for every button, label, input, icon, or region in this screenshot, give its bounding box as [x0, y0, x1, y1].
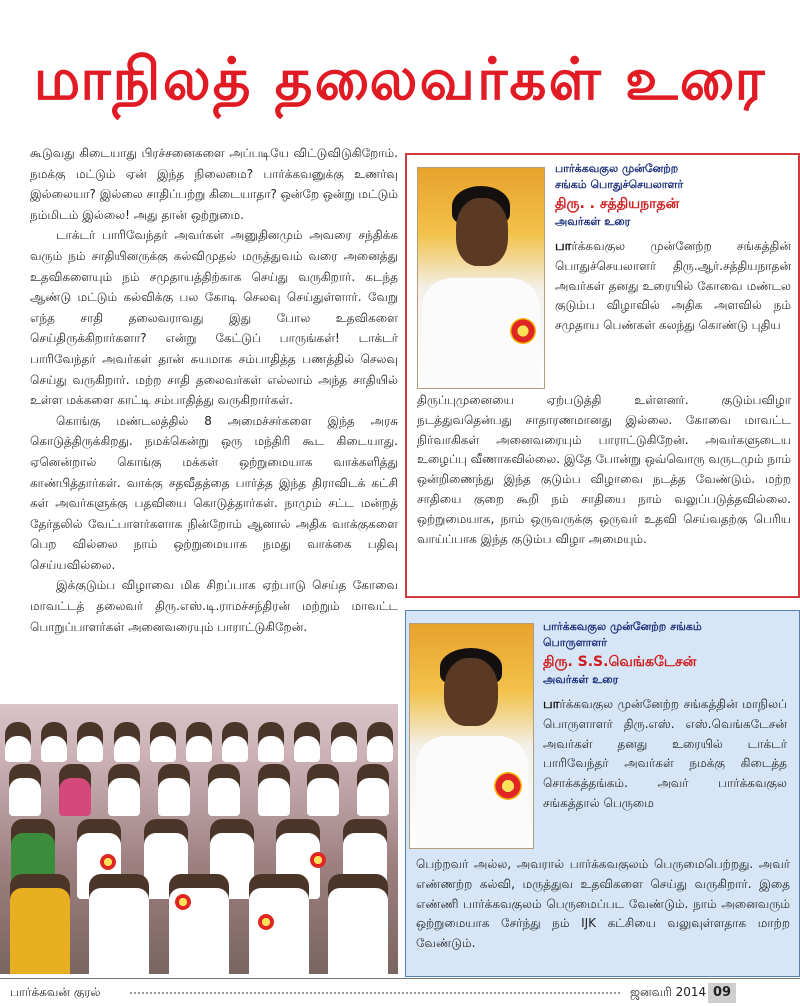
secretary-name: திரு. . சத்தியநாதன்	[555, 196, 680, 212]
rosette-badge	[258, 914, 274, 930]
treasurer-name: திரு. S.S.வெங்கடேசன்	[543, 654, 697, 670]
crowd-row-back	[0, 722, 398, 762]
treasurer-role-line1: பார்க்கவகுல முன்னேற்ற சங்கம்	[543, 620, 702, 633]
speaker-box-secretary	[405, 153, 800, 598]
treasurer-text-full: பெற்றவர் அல்ல, அவரால் பார்க்கவகுலம் பெருமைபெற்றது. அவர் எண்ணற்ற கல்வி, மருத்துவ உதவிகளை செய்து வருகிறார். இதை எண்ணி பார்க்கவகுலம் பெருமைப்பட வேண்டும். நாம் அனைவரும் ஒற்றுமையாக சேர்ந்து நம் IJK கட்சியை வலுவுள்ளதாக மாற்ற வேண்டும்.	[416, 857, 790, 951]
treasurer-speech-label: அவர்கள் உரை	[543, 673, 619, 686]
footer-magazine-name: பார்க்கவன் குரல்	[10, 985, 101, 999]
secretary-photo	[417, 167, 545, 389]
rosette-badge	[100, 854, 116, 870]
crowd-row-middle	[0, 764, 398, 816]
treasurer-dropcap: பா	[543, 697, 560, 712]
footer-page-number: 09	[708, 983, 736, 1003]
footer-issue-date: ஜனவரி 2014	[630, 985, 707, 999]
secretary-text-beside-body: ர்க்கவகுல முன்னேற்ற சங்கத்தின் பொதுச்செயலாளர் திரு.ஆர்.சத்தியநாதன் அவர்கள் தனது உரையில் கோவை மண்டல குடும்ப விழாவில் அதிக அளவில் நம் சமுதாய பெண்கள் கலந்து கொண்டு புதிய	[555, 239, 791, 333]
article-paragraph-2: டாக்டர் பாரிவேந்தர் அவர்கள் அனுதினமும் அவரை சந்திக்க வரும் நம் சாதியினருக்கு கல்விமுதல் மருத்துவம் வரை அனைத்து உதவிகளையும் நம் சமுதாயத்திற்காக செய்து வருகிறார். கடந்த ஆண்டு மட்டும் கல்விக்கு பல கோடி செலவு செய்துள்ளார். வேறு எந்த சாதி தலைவராவது இது போல உதவிகளை செய்திருக்கிறார்களா? என்று கேட்டுப் பாருங்கள்! டாக்டர் பாரிவேந்தர் அவர்கள் தான் சுயமாக சம்பாதித்த பணத்தில் செலவு செய்து வருகிறார். மற்ற சாதி தலைவர்கள் எல்லாம் அந்த சாதியில் உள்ள மக்களை காட்டி சம்பாதித்து வருகிறார்கள்.	[30, 228, 398, 408]
crowd-row-foreground	[0, 874, 398, 974]
speaker-box-treasurer	[405, 610, 800, 977]
rosette-badge	[310, 852, 326, 868]
secretary-role-line2: சங்கம் பொதுச்செயலாளர்	[555, 178, 684, 191]
article-paragraph-3: கொங்கு மண்டலத்தில் 8 அமைச்சர்களை இந்த அரசு கொடுத்திருக்கிறது. நமக்கென்று ஒரு மந்திரி கூட கிடையாது. ஏனென்றால் கொங்கு மக்கள் ஒற்றுமையாக வாக்களித்து காண்பித்தார்கள். வாக்கு சதவீதத்தை பார்த்த இந்த திராவிடக் கட்சி கள் அவர்களுக்கு பதவியை கொடுத்தார்கள். நாமும் சட்ட மன்றத் தேர்தலில் வேட்பாளர்களாக நின்றோம் ஆனால் அதிக வாக்குகளை பெற வில்லை நாம் ஒற்றுமையாக நமது வாக்கை பதிவு செய்யவில்லை.	[30, 413, 398, 572]
page-headline: மாநிலத் தலைவர்கள் உரை	[33, 45, 767, 113]
footer-dotted-rule	[130, 992, 620, 994]
audience-photo	[0, 704, 398, 974]
secretary-role-line1: பார்க்கவகுல முன்னேற்ற	[555, 162, 679, 175]
secretary-speech-label: அவர்கள் உரை	[555, 215, 631, 228]
secretary-dropcap: பா	[555, 239, 572, 254]
left-article-column	[30, 143, 398, 637]
treasurer-role-line2: பொருளாளர்	[543, 636, 608, 649]
article-paragraph-1: கூடுவது கிடையாது பிரச்சனைகளை அப்படியே விட்டுவிடுகிறோம். நமக்கு மட்டும் ஏன் இந்த நிலைமை? பார்க்கவனுக்கு உணர்வு இல்லையா? இல்லை சாதிப்பற்று கிடையாதா? ஒன்றே ஒன்று மட்டும் நம்மிடம் இல்லை! அது தான் ஒற்றுமை.	[30, 146, 398, 222]
footer-divider	[0, 978, 800, 979]
secretary-text-full: திருப்புமுனையை ஏற்படுத்தி உள்ளனர். குடும்பவிழா நடத்துவதென்பது சாதாரணமானது இல்லை. கோவை மாவட்ட நிர்வாகிகள் அனைவரையும் பாராட்டுகிறேன். அவர்களுடைய உழைப்பு வீணாகவில்லை. இதே போன்று ஒவ்வொரு வருடமும் நாம் ஒன்றிணைந்து இந்த குடும்ப விழாவை நடத்த வேண்டும். மற்ற சாதியை குறை கூறி நம் சாதியை நாம் வலுப்படுத்தவில்லை. ஒற்றுமையாக, நாம் ஒருவருக்கு ஒருவர் உதவி செய்வதற்கு பெரிய வாய்ப்பாக இந்த குடும்ப விழா அமையும்.	[417, 393, 791, 546]
treasurer-photo	[409, 623, 534, 849]
article-paragraph-4: இக்குடும்ப விழாவை மிக சிறப்பாக ஏற்பாடு செய்த கோவை மாவட்டத் தலைவர் திரு.எஸ்.டி.ராமச்சந்திரன் மற்றும் மாவட்ட பொறுப்பாளர்கள் அனைவரையும் பாராட்டுகிறேன்.	[30, 578, 398, 634]
secretary-text-beside	[555, 237, 791, 336]
treasurer-text-beside	[543, 695, 787, 814]
treasurer-text-beside-body: ர்க்கவகுல முன்னேற்ற சங்கத்தின் மாநிலப் பொருளாளர் திரு.எஸ். எஸ்.வெங்கடேசன் அவர்கள் தனது உரையில் டாக்டர் பாரிவேந்தர் அவர்கள் நமக்கு கிடைத்த சொக்கத்தங்கம். அவர் பார்க்கவகுல சங்கத்தால் பெருமை	[543, 697, 787, 810]
rosette-badge	[175, 894, 191, 910]
